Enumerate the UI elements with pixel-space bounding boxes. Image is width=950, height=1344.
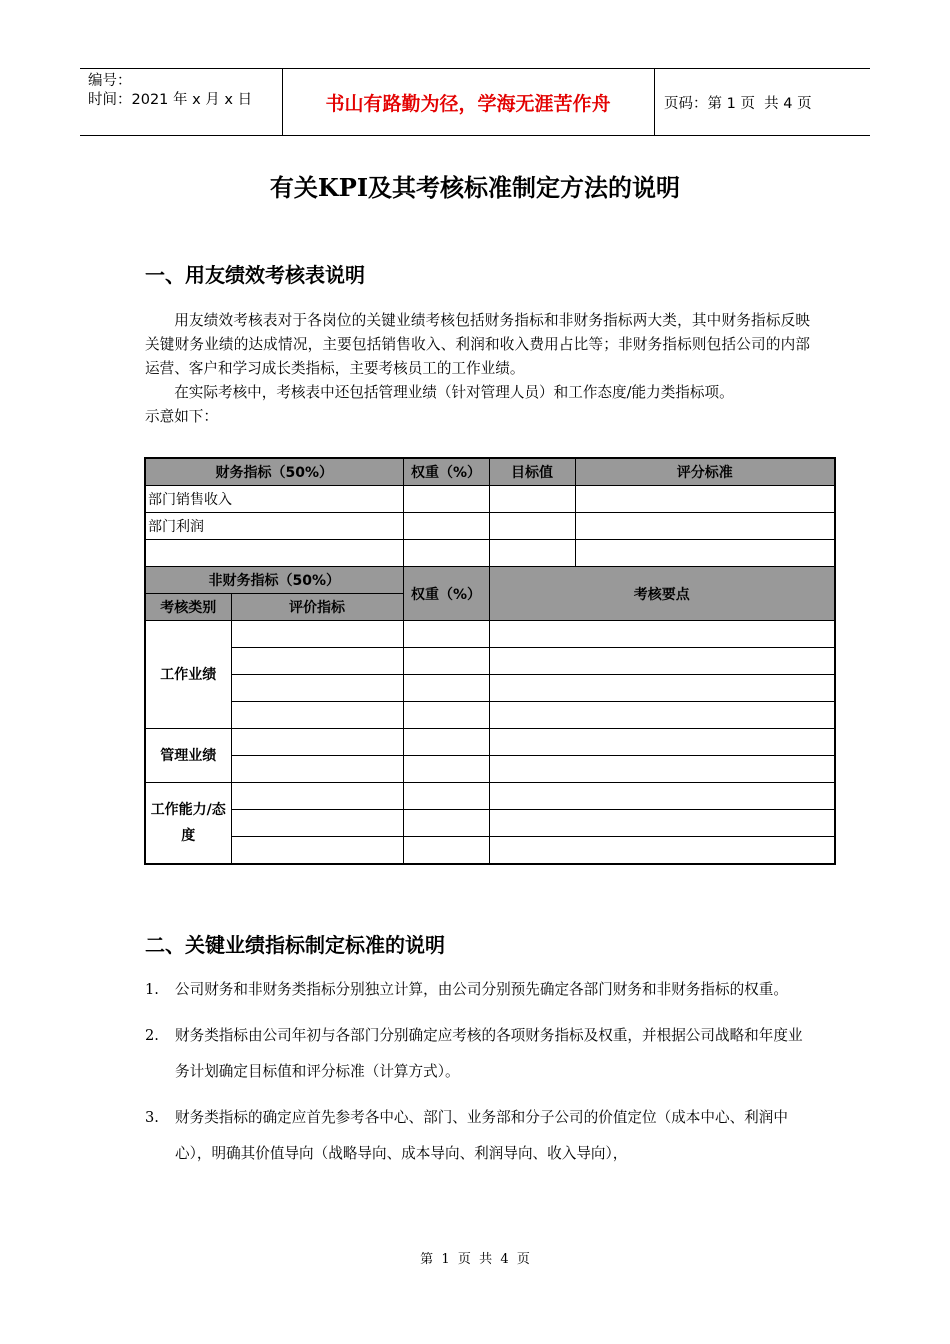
table-row: [145, 810, 835, 837]
category-header: 考核类别: [145, 594, 231, 621]
target-header: 目标值: [489, 458, 575, 486]
table-cell: [489, 540, 575, 567]
list-item: [145, 1100, 810, 1172]
header-page-info: 页码：第 1 页 共 4 页: [664, 95, 812, 112]
table-row: [145, 621, 835, 648]
section1-para2: 在实际考核中，考核表中还包括管理业绩（针对管理人员）和工作态度/能力类指标项。: [174, 384, 734, 401]
document-title: 有关KPI及其考核标准制定方法的说明: [269, 173, 681, 202]
weight-header: 权重（%）: [403, 458, 489, 486]
table-cell: [231, 621, 403, 648]
table-cell: [489, 621, 835, 648]
header-motto: 书山有路勤为径，学海无涯苦作舟: [325, 92, 611, 115]
table-cell: [489, 837, 835, 865]
header-number: 编号：: [88, 73, 132, 89]
table-row: [145, 458, 835, 486]
points-header: 考核要点: [489, 567, 835, 621]
table-cell: [403, 675, 489, 702]
table-row: [145, 729, 835, 756]
table-cell: [231, 675, 403, 702]
table-cell: [489, 756, 835, 783]
table-cell: [489, 648, 835, 675]
table-cell: [403, 756, 489, 783]
table-cell: [403, 513, 489, 540]
table-cell: [489, 486, 575, 513]
kpi-table: [144, 457, 836, 865]
table-cell: [231, 783, 403, 810]
table-row: [145, 783, 835, 810]
section1-body: [145, 309, 810, 429]
table-row: [145, 702, 835, 729]
table-cell: [575, 540, 835, 567]
header-time: 时间：2021 年 x 月 x 日: [88, 92, 253, 108]
category-management-performance: 管理业绩: [145, 729, 231, 783]
table-cell: [403, 783, 489, 810]
table-cell: [403, 540, 489, 567]
table-cell: [403, 702, 489, 729]
fin-indicator-cell: 部门利润: [145, 513, 403, 540]
section2-heading: 二、关键业绩指标制定标准的说明: [145, 933, 445, 957]
header-divider: [654, 69, 655, 135]
list-item-text: 公司财务和非财务类指标分别独立计算，由公司分别预先确定各部门财务和非财务指标的权重。: [175, 981, 788, 998]
table-row: [145, 540, 835, 567]
table-cell: [231, 810, 403, 837]
nonfin-weight-header: 权重（%）: [403, 567, 489, 621]
indicator-header: 评价指标: [231, 594, 403, 621]
table-row: [145, 675, 835, 702]
table-row: [145, 513, 835, 540]
table-cell: [489, 675, 835, 702]
table-cell: [489, 513, 575, 540]
list-item-number: 2.: [145, 1027, 159, 1044]
table-cell: [403, 837, 489, 865]
fin-indicator-cell: 部门销售收入: [145, 486, 403, 513]
table-cell: [489, 810, 835, 837]
list-item-text: 财务类指标的确定应首先参考各中心、部门、业务部和分子公司的价值定位（成本中心、利润中心），明确其价值导向（战略导向、成本导向、利润导向、收入导向），: [175, 1109, 788, 1162]
table-cell: [403, 729, 489, 756]
table-row: [145, 756, 835, 783]
table-cell: [489, 729, 835, 756]
category-work-performance: 工作业绩: [145, 621, 231, 729]
table-cell: [231, 648, 403, 675]
table-row: [145, 648, 835, 675]
table-cell: [489, 783, 835, 810]
section1-heading: 一、用友绩效考核表说明: [145, 263, 365, 287]
list-item-number: 3.: [145, 1109, 159, 1126]
table-cell: [403, 810, 489, 837]
header-meta: [88, 72, 252, 110]
table-cell: [575, 486, 835, 513]
table-cell: [403, 648, 489, 675]
criteria-header: 评分标准: [575, 458, 835, 486]
page-footer: 第 1 页 共 4 页: [420, 1252, 530, 1267]
section1-para3: 示意如下：: [145, 408, 218, 425]
table-row: [145, 486, 835, 513]
table-row: [145, 567, 835, 594]
list-item-number: 1.: [145, 981, 159, 998]
section1-para1: 用友绩效考核表对于各岗位的关键业绩考核包括财务指标和非财务指标两大类，其中财务指标反映关键财务业绩的达成情况，主要包括销售收入、利润和收入费用占比等；非财务指标则包括公司的内部运营、客户和学习成长类指标，主要考核员工的工作业绩。: [145, 312, 810, 377]
fin-header: 财务指标（50%）: [145, 458, 403, 486]
table-cell: [231, 702, 403, 729]
section2-list: [145, 972, 810, 1182]
table-cell: [489, 702, 835, 729]
list-item: [145, 1018, 810, 1090]
list-item: [145, 972, 810, 1008]
table-cell: [403, 486, 489, 513]
table-cell: [231, 756, 403, 783]
nonfin-header: 非财务指标（50%）: [145, 567, 403, 594]
table-cell: [231, 729, 403, 756]
table-cell: [403, 621, 489, 648]
list-item-text: 财务类指标由公司年初与各部门分别确定应考核的各项财务指标及权重，并根据公司战略和年度业务计划确定目标值和评分标准（计算方式）。: [175, 1027, 803, 1080]
page-header: [80, 68, 870, 136]
category-ability-attitude: 工作能力/态度: [145, 783, 231, 865]
table-cell: [231, 837, 403, 865]
fin-indicator-cell: [145, 540, 403, 567]
table-row: [145, 837, 835, 865]
table-cell: [575, 513, 835, 540]
